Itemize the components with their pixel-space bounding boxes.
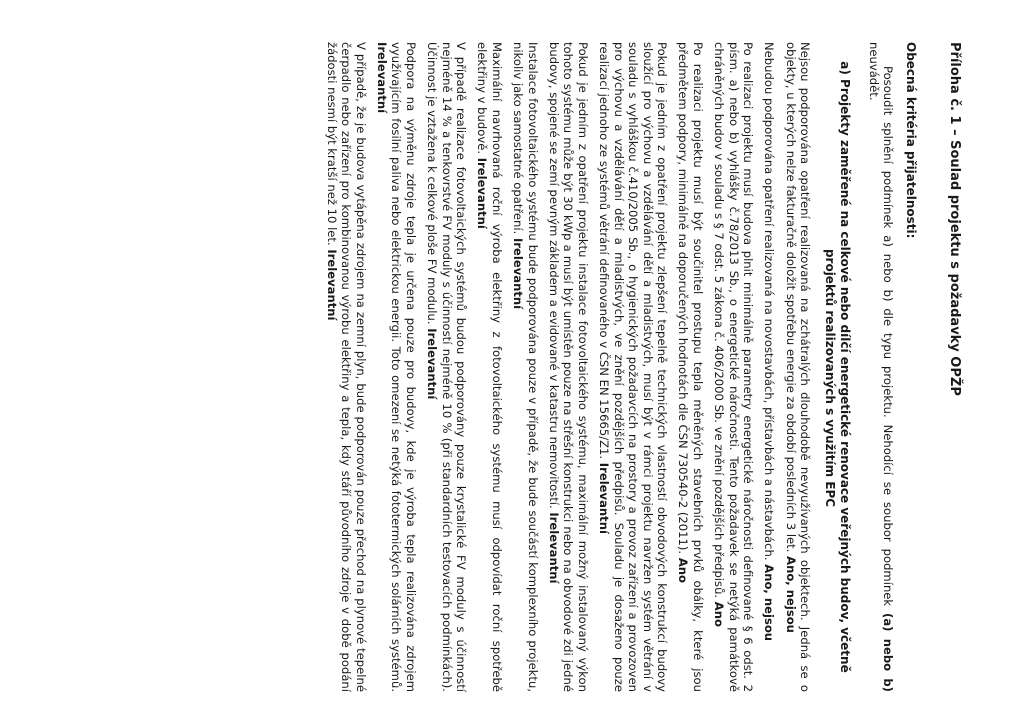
intro-text-before: Posoudit splnění podmínek a) nebo b) dle typu projektu. Nehodící se soubor podmínek: [881, 66, 895, 614]
criterion-answer: Irelevantní: [511, 237, 526, 310]
section-a-title: a) Projekty zaměřené na celkové nebo dílčí energetické renovace veřejných budov, včetně projektů realizovaných s využitím EPC: [823, 61, 853, 673]
criteria-list: [324, 42, 812, 692]
intro-text-after: neuvádět.: [866, 42, 881, 101]
criterion-paragraph: [712, 42, 755, 692]
criterion-text: Po realizaci projektu musí být součinitel prostupu tepla měněných stavebních prvků obálky, které jsou předmětem podpory, minimálně na doporučených hodnotách dle ČSN 730540-2 (2011).: [676, 42, 705, 692]
intro-text-bold: (a) nebo b): [881, 613, 895, 692]
criterion-paragraph: [324, 42, 367, 692]
criterion-answer: Ano, nejsou: [783, 556, 798, 633]
criterion-answer: Irelevantní: [324, 249, 339, 321]
criterion-answer: Irelevantní: [597, 462, 612, 534]
criterion-text: Nebudou podporována opatření realizovaná na novostavbách, přístavbách a nástavbách.: [762, 42, 777, 561]
criterion-text: Instalace fotovoltaického systému bude podporována pouze v případě, že bude součástí komplexního projektu, nikoliv jako samostatné opatření.: [511, 42, 540, 692]
criterion-text: Podpora na výměnu zdroje tepla je určena pouze pro budovy, kde je výroba tepla realizována zdrojem využívajícím fosilní paliva nebo elektrickou energii. Toto omezení se netýká fototermických solárních systémů.: [389, 42, 418, 692]
general-criteria-heading: Obecná kritéria přijatelnosti:: [904, 42, 918, 239]
criterion-paragraph: [511, 42, 540, 692]
criterion-answer: Ano: [712, 601, 727, 627]
criterion-paragraph: [762, 42, 776, 692]
criterion-paragraph: [425, 42, 468, 692]
criterion-text: V případě realizace fotovoltaických systémů budou podporovány pouze krystalické FV moduly s účinností nejméně 14 % a tenkovrstvé FV moduly s účinností nejméně 10 % (při standardních testovacích podmínkách). Účinnost je vztažena k celkové ploše FV modulu.: [425, 42, 469, 692]
document-title: Příloha č. 1 – Soulad projektu s požadavky OPŽP: [947, 42, 962, 396]
criterion-text: V případě, že je budova vytápěna zdrojem na zemní plyn, bude podporován pouze přechod na plynové tepelné čerpadlo nebo zařízení pro kombinovanou výrobu elektřiny a tepla, kdy stáří původního zdroje v době podání žádosti nesmí být kratší než 10 let.: [324, 42, 368, 692]
criterion-paragraph: [597, 42, 669, 692]
criterion-paragraph: [783, 42, 812, 692]
criterion-text: Nejsou podporována opatření realizovaná na zchátralých dlouhodobě nevyužívaných objektech. Jedná se o objekty, u kterých nelze fakturačně doložit spotřebu energie za období posledních 3 let.: [783, 42, 813, 692]
criterion-text: Pokud je jedním z opatření projektu instalace fotovoltaického systému, maximální možný instalovaný výkon tohoto systému může být 30 kWp a musí být umístěn pouze na střešní konstrukci nebo na obvodové zdi jedné budovy, spojené se zemí pevným základem a evidované v katastru nemovitostí.: [547, 42, 590, 692]
criterion-text: Pokud je jedním z opatření projektu zlepšení tepelně technických vlastností obvodových konstrukcí budovy sloužící pro výchovu a vzdělávání dětí a mladistvých, musí být v rámci projektu navržen systém větrání v souladu s vyhláškou č.410/2005 Sb., o hygienických požadavcích na prostory a provoz zařízení a provozoven pro výchovu a vzdělávání dětí a mladistvých, ve znění pozdějších předpisů. Souladu je dosaženo pouze realizací jednoho ze systémů větrání definovaného v ČSN EN 15665/Z1.: [597, 42, 669, 692]
criterion-text: Po realizaci projektu musí budova plnit minimálně parametry energetické náročnosti definované § 6 odst. 2 písm. a) nebo b) vyhlášky č.78/2013 Sb., o energetické náročnosti. Tento požadavek se netýká památkově chráněných budov v souladu s § 7 odst. 5 zákona č. 406/2000 Sb. ve znění pozdějších předpisů.: [712, 42, 755, 692]
criterion-paragraph: [475, 42, 504, 692]
criterion-paragraph: [375, 42, 418, 692]
criterion-answer: Ano, nejsou: [762, 564, 777, 642]
criterion-paragraph: [547, 42, 590, 692]
criterion-text: Maximální navrhovaná roční výroba elektřiny z fotovoltaického systému musí odpovídat roční spotřebě elektřiny v budově.: [475, 42, 504, 692]
criterion-answer: Irelevantní: [375, 42, 390, 114]
criterion-answer: Irelevantní: [547, 512, 562, 584]
criterion-answer: Irelevantní: [425, 328, 440, 400]
criterion-answer: Irelevantní: [475, 157, 490, 229]
document-body: [317, 42, 962, 692]
intro-paragraph: [866, 42, 895, 692]
criterion-paragraph: [676, 42, 705, 692]
criterion-answer: Ano: [676, 557, 691, 584]
